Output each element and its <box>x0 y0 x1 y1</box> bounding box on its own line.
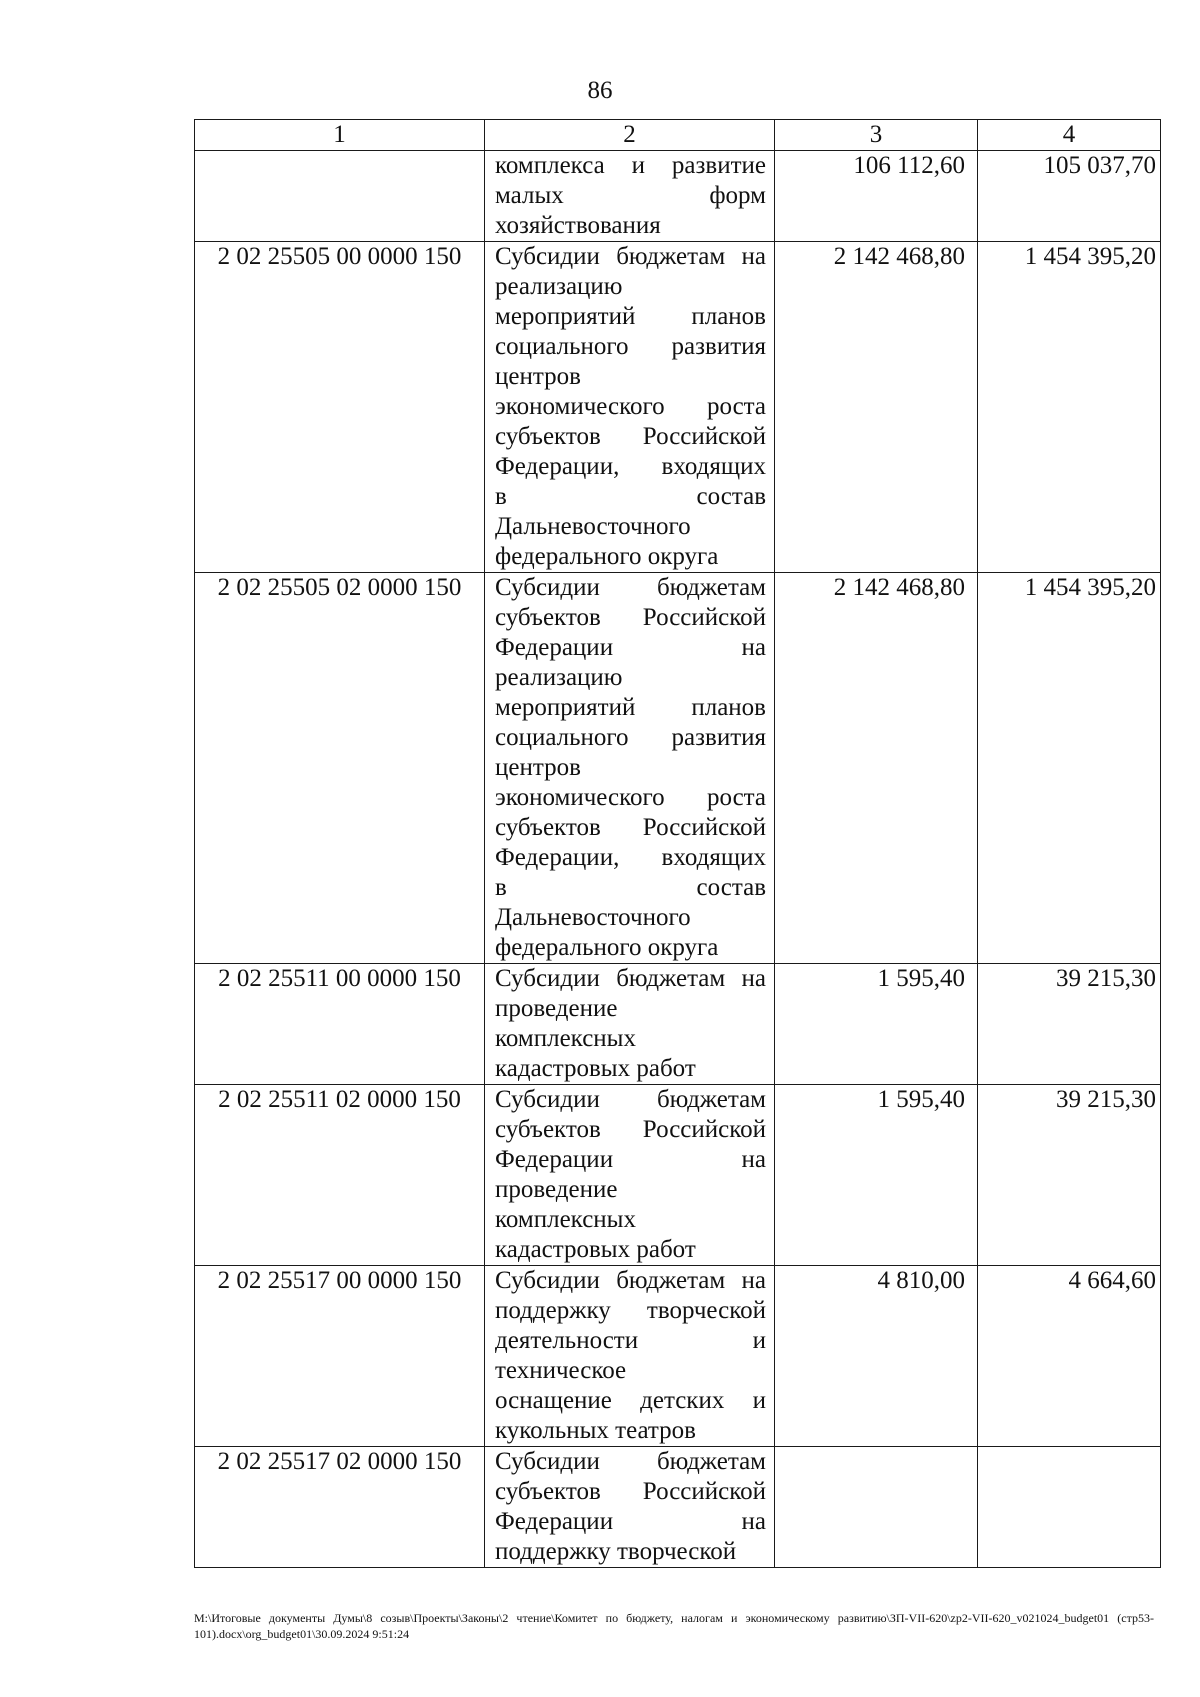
description-cell <box>485 573 775 964</box>
table-header-row <box>195 120 1161 151</box>
amount-col-3-cell: 2 142 468,80 <box>775 242 978 573</box>
header-col-1: 1 <box>195 120 485 151</box>
description-line: федерального округа <box>495 543 719 570</box>
amount-col-4-cell: 4 664,60 <box>978 1266 1161 1447</box>
description-line: кадастровых работ <box>495 1236 696 1263</box>
description-line: кадастровых работ <box>495 1055 696 1082</box>
amount-col-3-cell: 1 595,40 <box>775 1085 978 1266</box>
description-line: экономического роста <box>495 784 766 811</box>
description-line: Федерации на <box>495 634 766 661</box>
amount-col-3-cell: 106 112,60 <box>775 151 978 242</box>
table-row <box>195 1266 1161 1447</box>
header-col-3: 3 <box>775 120 978 151</box>
description-cell <box>485 1085 775 1266</box>
description-line: Федерации на <box>495 1508 766 1535</box>
description-line: Дальневосточного <box>495 513 691 540</box>
description-line: центров <box>495 754 581 781</box>
description-cell <box>485 964 775 1085</box>
description-line: комплексных <box>495 1206 636 1233</box>
amount-col-4-cell: 39 215,30 <box>978 964 1161 1085</box>
description-line: субъектов Российской <box>495 1116 766 1143</box>
header-col-2: 2 <box>485 120 775 151</box>
description-line: в состав <box>495 874 766 901</box>
description-line: деятельности и <box>495 1327 766 1354</box>
description-line: оснащение детских и <box>495 1387 766 1414</box>
description-cell <box>485 1447 775 1568</box>
amount-col-3-cell: 1 595,40 <box>775 964 978 1085</box>
description-line: Субсидии бюджетам <box>495 574 766 601</box>
description-line: кукольных театров <box>495 1417 696 1444</box>
budget-code-cell: 2 02 25517 00 0000 150 <box>195 1266 485 1447</box>
description-line: субъектов Российской <box>495 604 766 631</box>
description-line: социального развития <box>495 333 766 360</box>
description-line: Дальневосточного <box>495 904 691 931</box>
description-line: социального развития <box>495 724 766 751</box>
budget-code-cell: 2 02 25511 00 0000 150 <box>195 964 485 1085</box>
description-line: комплекса и развитие <box>495 152 766 179</box>
description-cell <box>485 151 775 242</box>
table-row <box>195 573 1161 964</box>
description-line: субъектов Российской <box>495 814 766 841</box>
description-line: Федерации, входящих <box>495 844 766 871</box>
budget-code-cell: 2 02 25511 02 0000 150 <box>195 1085 485 1266</box>
description-line: Федерации, входящих <box>495 453 766 480</box>
description-line: малых форм <box>495 182 766 209</box>
description-line: поддержку творческой <box>495 1538 737 1565</box>
table-row <box>195 1447 1161 1568</box>
description-line: реализацию <box>495 273 623 300</box>
description-line: Субсидии бюджетам на <box>495 965 766 992</box>
amount-col-3-cell: 2 142 468,80 <box>775 573 978 964</box>
description-line: Субсидии бюджетам на <box>495 243 766 270</box>
description-line: в состав <box>495 483 766 510</box>
document-path-footer: M:\Итоговые документы Думы\8 созыв\Проекты\Законы\2 чтение\Комитет по бюджету, налогам и экономическому развитию\ЗП-VII-620\zp2-VII-620_v021024_budget01 (стр53-101).docx\org_budget01\30.09.2024 9:51:24 <box>194 1611 1154 1641</box>
amount-col-4-cell <box>978 1447 1161 1568</box>
description-line: мероприятий планов <box>495 303 766 330</box>
description-line: проведение <box>495 1176 618 1203</box>
description-line: техническое <box>495 1357 627 1384</box>
description-line: мероприятий планов <box>495 694 766 721</box>
table-row <box>195 964 1161 1085</box>
amount-col-4-cell: 105 037,70 <box>978 151 1161 242</box>
description-line: реализацию <box>495 664 623 691</box>
description-line: Федерации на <box>495 1146 766 1173</box>
table-row <box>195 242 1161 573</box>
description-line: Субсидии бюджетам <box>495 1448 766 1475</box>
amount-col-4-cell: 1 454 395,20 <box>978 242 1161 573</box>
description-line: субъектов Российской <box>495 1478 766 1505</box>
description-line: экономического роста <box>495 393 766 420</box>
description-line: Субсидии бюджетам на <box>495 1267 766 1294</box>
description-line: федерального округа <box>495 934 719 961</box>
amount-col-4-cell: 1 454 395,20 <box>978 573 1161 964</box>
description-line: проведение <box>495 995 618 1022</box>
budget-code-cell <box>195 151 485 242</box>
table-row <box>195 1085 1161 1266</box>
amount-col-3-cell: 4 810,00 <box>775 1266 978 1447</box>
header-col-4: 4 <box>978 120 1161 151</box>
description-line: хозяйствования <box>495 212 661 239</box>
description-line: поддержку творческой <box>495 1297 766 1324</box>
table-row <box>195 151 1161 242</box>
budget-table <box>194 119 1161 1568</box>
description-cell <box>485 242 775 573</box>
budget-code-cell: 2 02 25517 02 0000 150 <box>195 1447 485 1568</box>
description-cell <box>485 1266 775 1447</box>
description-line: субъектов Российской <box>495 423 766 450</box>
budget-code-cell: 2 02 25505 02 0000 150 <box>195 573 485 964</box>
budget-code-cell: 2 02 25505 00 0000 150 <box>195 242 485 573</box>
description-line: Субсидии бюджетам <box>495 1086 766 1113</box>
amount-col-4-cell: 39 215,30 <box>978 1085 1161 1266</box>
amount-col-3-cell <box>775 1447 978 1568</box>
page-number: 86 <box>587 77 613 104</box>
description-line: центров <box>495 363 581 390</box>
description-line: комплексных <box>495 1025 636 1052</box>
